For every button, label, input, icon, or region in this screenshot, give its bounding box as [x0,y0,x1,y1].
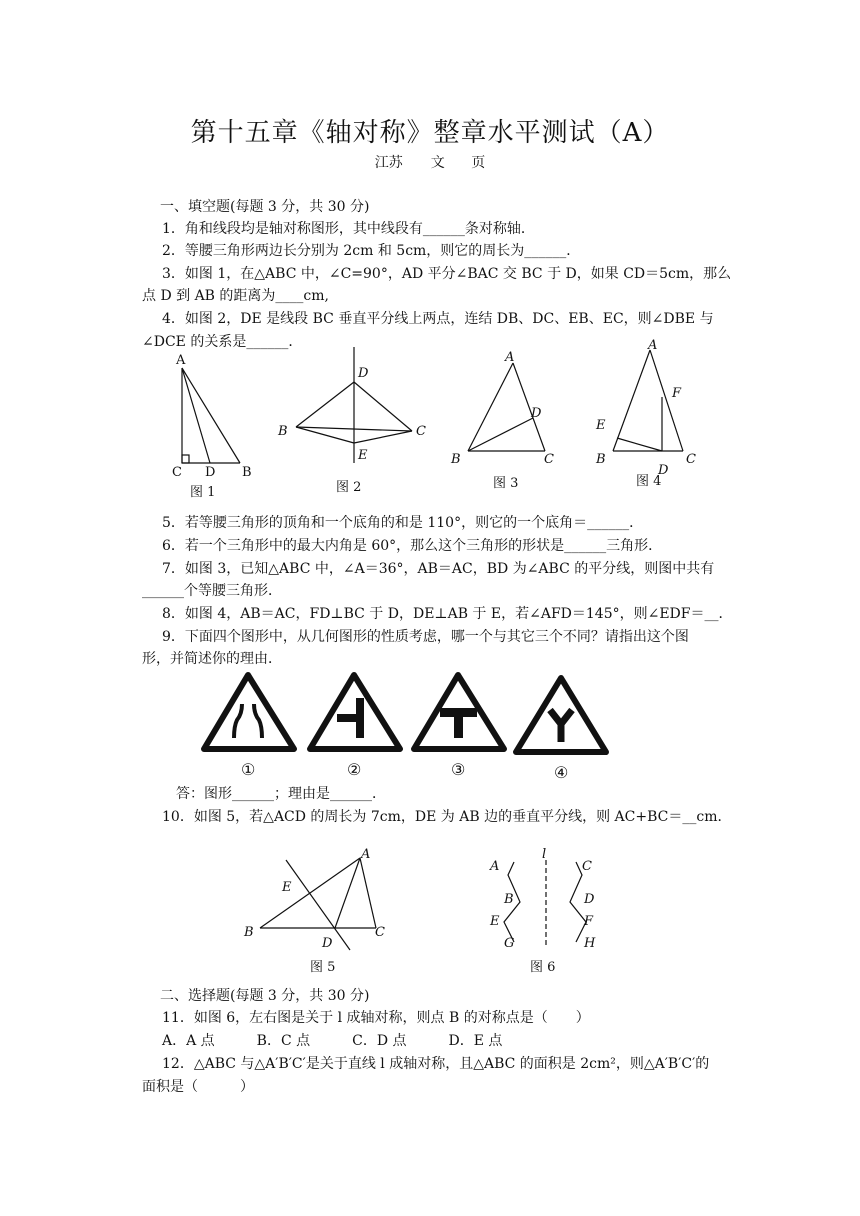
fig1-label-d: D [205,465,216,480]
section-heading-choice: 二、选择题(每题 3 分，共 30 分) [160,988,370,1004]
fig4-caption: 图 4 [636,474,662,489]
author-line: 江苏 文 页 [374,155,486,171]
fig5-label-c: C [375,925,385,940]
fig3-caption: 图 3 [493,476,519,491]
section-heading-fill-in: 一、填空题(每题 3 分，共 30 分) [160,199,370,215]
sign-1-road-narrows [204,675,294,749]
fig6-caption: 图 6 [530,960,556,975]
figure-5 [240,840,410,980]
question-3-line-2: 点 D 到 AB 的距离为____cm, [142,288,329,304]
fig1-label-a: A [176,353,186,368]
fig1-caption: 图 1 [190,485,216,500]
question-7-line-2: ______个等腰三角形． [142,583,282,599]
question-12-line-1: 12．△ABC 与△A′B′C′是关于直线 l 成轴对称，且△ABC 的面积是 2cm²，则△A′B′C′的 [162,1056,710,1072]
fig6-label-g: G [504,936,515,951]
fig2-label-b: B [278,424,288,439]
question-3-line-1: 3．如图 1，在△ABC 中，∠C=90°，AD 平分∠BAC 交 BC 于 D，如果 CD＝5cm，那么 [162,266,732,282]
fig6-label-h: H [584,936,596,951]
fig4-label-c: C [686,452,696,467]
fig3-label-b: B [451,452,461,467]
fig3-label-d: D [531,406,542,421]
fig5-label-a: A [361,847,371,862]
question-5: 5．若等腰三角形的顶角和一个底角的和是 110°，则它的一个底角＝______． [162,515,644,531]
fig4-label-f: F [672,386,682,401]
fig1-label-b: B [242,465,252,480]
question-1: 1．角和线段均是轴对称图形，其中线段有______条对称轴． [162,221,535,237]
fig6-label-a: A [490,859,500,874]
fig3-label-a: A [505,350,515,365]
question-6: 6．若一个三角形中的最大内角是 60°，那么这个三角形的形状是______三角形． [162,538,663,554]
figure-1 [160,350,270,500]
fig2-label-c: C [416,424,426,439]
sign-1-number: ① [241,760,256,779]
question-8: 8．如图 4，AB＝AC，FD⊥BC 于 D，DE⊥AB 于 E，若∠AFD＝145°，则∠EDF＝__． [162,606,733,622]
fig2-label-d: D [358,366,369,381]
question-12-line-2: 面积是（ ） [142,1079,254,1095]
fig5-label-b: B [244,925,254,940]
question-9-answer: 答：图形______；理由是______． [176,786,386,802]
question-9-line-1: 9．下面四个图形中，从几何图形的性质考虑，哪一个与其它三个不同？请指出这个图 [162,629,689,645]
fig1-label-c: C [172,465,182,480]
sign-2-number: ② [347,760,362,779]
page-title: 第十五章《轴对称》整章水平测试（A） [190,118,670,148]
fig4-label-d: D [658,463,669,478]
fig6-label-b: B [504,892,514,907]
question-10: 10．如图 5，若△ACD 的周长为 7cm，DE 为 AB 边的垂直平分线，则 AC+BC＝__cm． [162,809,732,825]
figure-2 [270,345,440,500]
figure-6 [480,840,630,980]
fig6-label-c: C [582,859,592,874]
fig5-label-e: E [282,880,292,895]
road-signs-figure [200,668,620,783]
question-4-line-1: 4．如图 2，DE 是线段 BC 垂直平分线上两点，连结 DB、DC、EB、EC，则∠DBE 与 [162,311,714,327]
figure-3 [445,345,575,495]
fig2-caption: 图 2 [336,480,362,495]
question-2: 2．等腰三角形两边长分别为 2cm 和 5cm，则它的周长为______． [162,243,581,259]
figure-4 [590,335,720,495]
fig2-label-e: E [358,448,368,463]
fig4-label-b: B [596,452,606,467]
sign-4-number: ④ [554,763,569,782]
fig3-label-c: C [544,452,554,467]
question-4-line-2: ∠DCE 的关系是______． [142,334,303,350]
sign-3-number: ③ [451,760,466,779]
fig5-label-d: D [322,936,333,951]
question-11: 11．如图 6，左右图是关于 l 成轴对称，则点 B 的对称点是（ ） [162,1010,590,1026]
fig6-label-e: E [490,914,500,929]
fig4-label-a: A [648,338,658,353]
question-11-options: A．A 点 B．C 点 C．D 点 D．E 点 [162,1033,503,1049]
fig6-label-l: l [542,847,547,862]
fig5-caption: 图 5 [310,960,336,975]
fig6-label-d: D [584,892,595,907]
fig6-label-f: F [584,914,594,929]
sign-4-y-junction [516,678,606,752]
sign-2-side-road [310,675,400,749]
question-7-line-1: 7．如图 3，已知△ABC 中，∠A＝36°，AB＝AC，BD 为∠ABC 的平分线，则图中共有 [162,561,715,577]
fig4-label-e: E [596,418,606,433]
sign-3-t-junction [414,675,504,749]
question-9-line-2: 形，并简述你的理由． [142,651,282,667]
